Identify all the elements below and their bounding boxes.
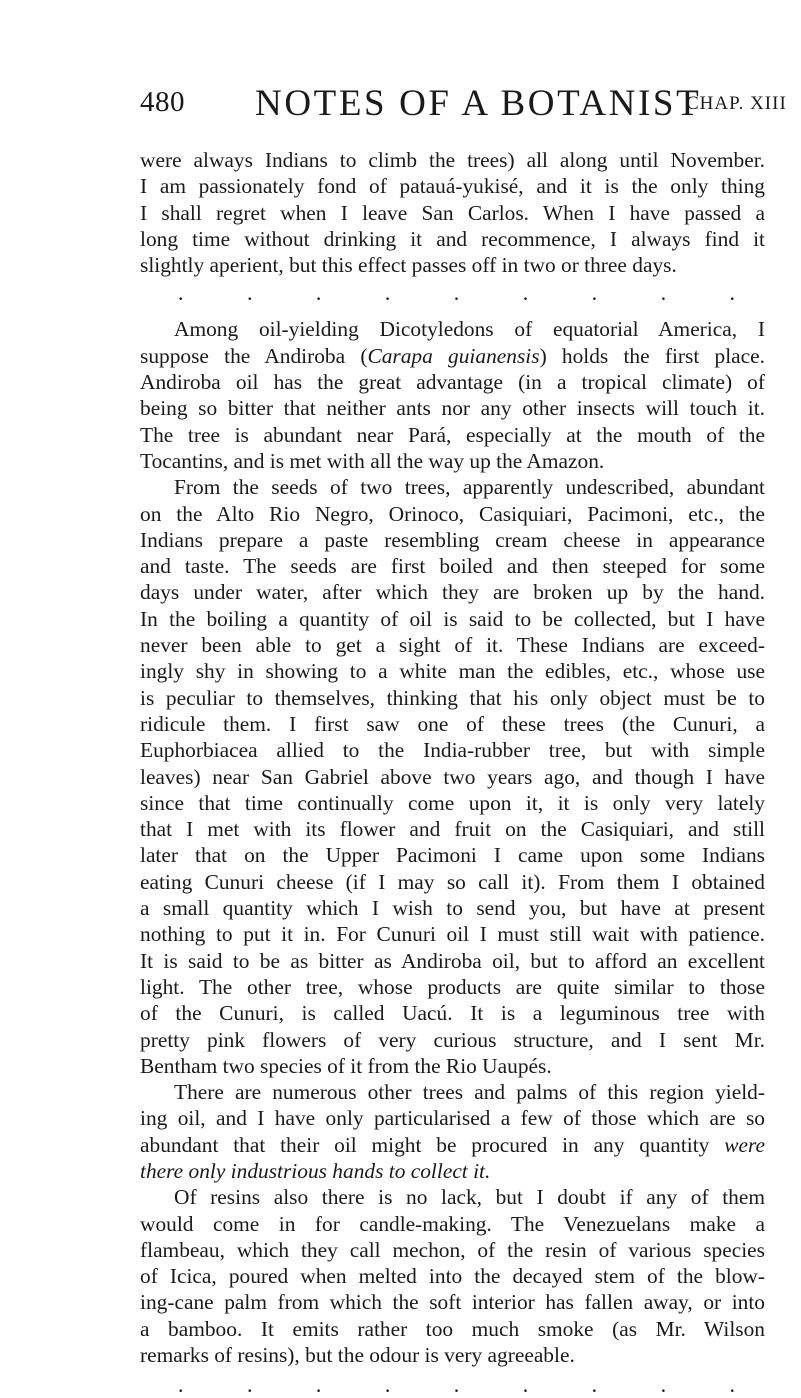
text-line: were always Indians to climb the trees) all along until November.: [140, 148, 765, 172]
text-line: since that time continually come upon it, it is only very lately: [140, 790, 765, 815]
page-number: 480: [140, 86, 185, 118]
ellipsis-dot: .: [591, 280, 598, 306]
ellipsis-dot: .: [384, 1372, 391, 1398]
text-line: later that on the Upper Pacimoni I came upon some Indians: [140, 843, 765, 868]
ellipsis-dot: .: [522, 280, 529, 306]
ellipsis-dot: .: [178, 1372, 184, 1398]
text-line: of the Cunuri, is called Uacú. It is a leguminous tree with: [140, 1001, 765, 1026]
emphasis-text: there only industrious hands to collect it.: [140, 1158, 491, 1183]
text-line: I am passionately fond of patauá-yukisé, and it is the only thing: [140, 174, 765, 199]
paragraph-patauá: [140, 147, 765, 278]
emphasis-text: were: [724, 1132, 765, 1157]
ellipsis-dot: .: [729, 280, 735, 306]
text-line: It is said to be as bitter as Andiroba oil, but to afford an excellent: [140, 948, 765, 973]
text-line: leaves) near San Gabriel above two years ago, and though I have: [140, 764, 765, 789]
text-line: would come in for candle-making. The Venezuelans make a: [140, 1211, 765, 1236]
text-line: light. The other tree, whose products are quite similar to those: [140, 974, 765, 999]
ellipsis-dot: .: [453, 1372, 460, 1398]
text-line: flambeau, which they call mechon, of the resin of various species: [140, 1237, 765, 1262]
ellipsis-dot: .: [246, 280, 253, 306]
ellipsis-dot: .: [729, 1372, 735, 1398]
ellipsis-dot: .: [315, 1372, 322, 1398]
text-line: Indians prepare a paste resembling cream cheese in appearance: [140, 527, 765, 552]
text-line: Tocantins, and is met with all the way up the Amazon.: [140, 448, 605, 473]
ellipsis-dot: .: [178, 280, 184, 306]
text-line: never been able to get a sight of it. These Indians are exceed-: [140, 633, 765, 658]
text-line: Euphorbiacea allied to the India-rubber tree, but with simple: [140, 738, 765, 763]
text-line: ridicule them. I first saw one of these trees (the Cunuri, a: [140, 711, 765, 736]
text-line: pretty pink flowers of very curious structure, and I sent Mr.: [140, 1027, 765, 1052]
paragraph-andiroba: [140, 316, 765, 474]
ellipsis-dot: .: [246, 1372, 253, 1398]
text-line: The tree is abundant near Pará, especially at the mouth of the: [140, 422, 765, 447]
text-line: Bentham two species of it from the Rio Uaupés.: [140, 1053, 552, 1078]
text-line: a small quantity which I wish to send you, but have at present: [140, 896, 765, 921]
text-line: slightly aperient, but this effect passes off in two or three days.: [140, 253, 677, 278]
paragraph-cunuri: [140, 474, 765, 1079]
text-line: abundant that their oil might be procured in any quantity were: [140, 1132, 765, 1157]
ellipsis-dot: .: [522, 1372, 529, 1398]
text-line: remarks of resins), but the odour is very agreeable.: [140, 1343, 575, 1368]
text-line: ing-cane palm from which the soft interior has fallen away, or into: [140, 1290, 765, 1315]
text-line: Andiroba oil has the great advantage (in a tropical climate) of: [140, 370, 765, 395]
paragraph-resins: [140, 1184, 765, 1368]
ellipsis-dot: .: [591, 1372, 598, 1398]
text-line: nothing to put it in. For Cunuri oil I must still wait with patience.: [140, 922, 765, 947]
text-line: ing oil, and I have only particularised a few of those which are so: [140, 1106, 765, 1131]
text-line: on the Alto Rio Negro, Orinoco, Casiquiari, Pacimoni, etc., the: [140, 501, 765, 526]
species-name: Carapa guianensis: [367, 343, 540, 368]
text-line: In the boiling a quantity of oil is said to be collected, but I have: [140, 606, 765, 631]
paragraph-other-trees: [140, 1079, 765, 1184]
text-line: I shall regret when I leave San Carlos. When I have passed a: [140, 200, 765, 225]
text-line: Of resins also there is no lack, but I doubt if any of them: [174, 1185, 765, 1210]
text-line: being so bitter that neither ants nor any other insects will touch it.: [140, 396, 765, 421]
ellipsis-dot: .: [453, 280, 460, 306]
ellipsis-break: [140, 280, 765, 306]
text-line: a bamboo. It emits rather too much smoke (as Mr. Wilson: [140, 1316, 765, 1341]
ellipsis-dot: .: [384, 280, 391, 306]
text-line: [140, 1158, 765, 1184]
text-line: eating Cunuri cheese (if I may so call it). From them I obtained: [140, 869, 765, 894]
text-line: suppose the Andiroba (Carapa guianensis) holds the first place.: [140, 343, 765, 368]
text-line: ingly shy in showing to a white man the edibles, etc., whose use: [140, 659, 765, 684]
text-line: From the seeds of two trees, apparently undescribed, abundant: [174, 475, 765, 500]
text-line: of Icica, poured when melted into the decayed stem of the blow-: [140, 1264, 765, 1289]
text-line: long time without drinking it and recommence, I always find it: [140, 226, 765, 251]
ellipsis-dot: .: [660, 280, 667, 306]
ellipsis-dot: .: [315, 280, 322, 306]
running-title: NOTES OF A BOTANIST: [255, 83, 702, 124]
text-line: There are numerous other trees and palms of this region yield-: [174, 1080, 765, 1105]
text-line: is peculiar to themselves, thinking that his only object must be to: [140, 685, 765, 710]
text-line: Among oil-yielding Dicotyledons of equatorial America, I: [174, 317, 765, 342]
page-header: [140, 82, 800, 132]
ellipsis-dot: .: [660, 1372, 667, 1398]
ellipsis-break: [140, 1372, 765, 1398]
text-line: that I met with its flower and fruit on the Casiquiari, and still: [140, 817, 765, 842]
text-line: and taste. The seeds are first boiled and then steeped for some: [140, 554, 765, 579]
text-line: days under water, after which they are broken up by the hand.: [140, 580, 765, 605]
page-body: [140, 147, 765, 1398]
chapter-label: CHAP. XIII: [686, 93, 787, 114]
